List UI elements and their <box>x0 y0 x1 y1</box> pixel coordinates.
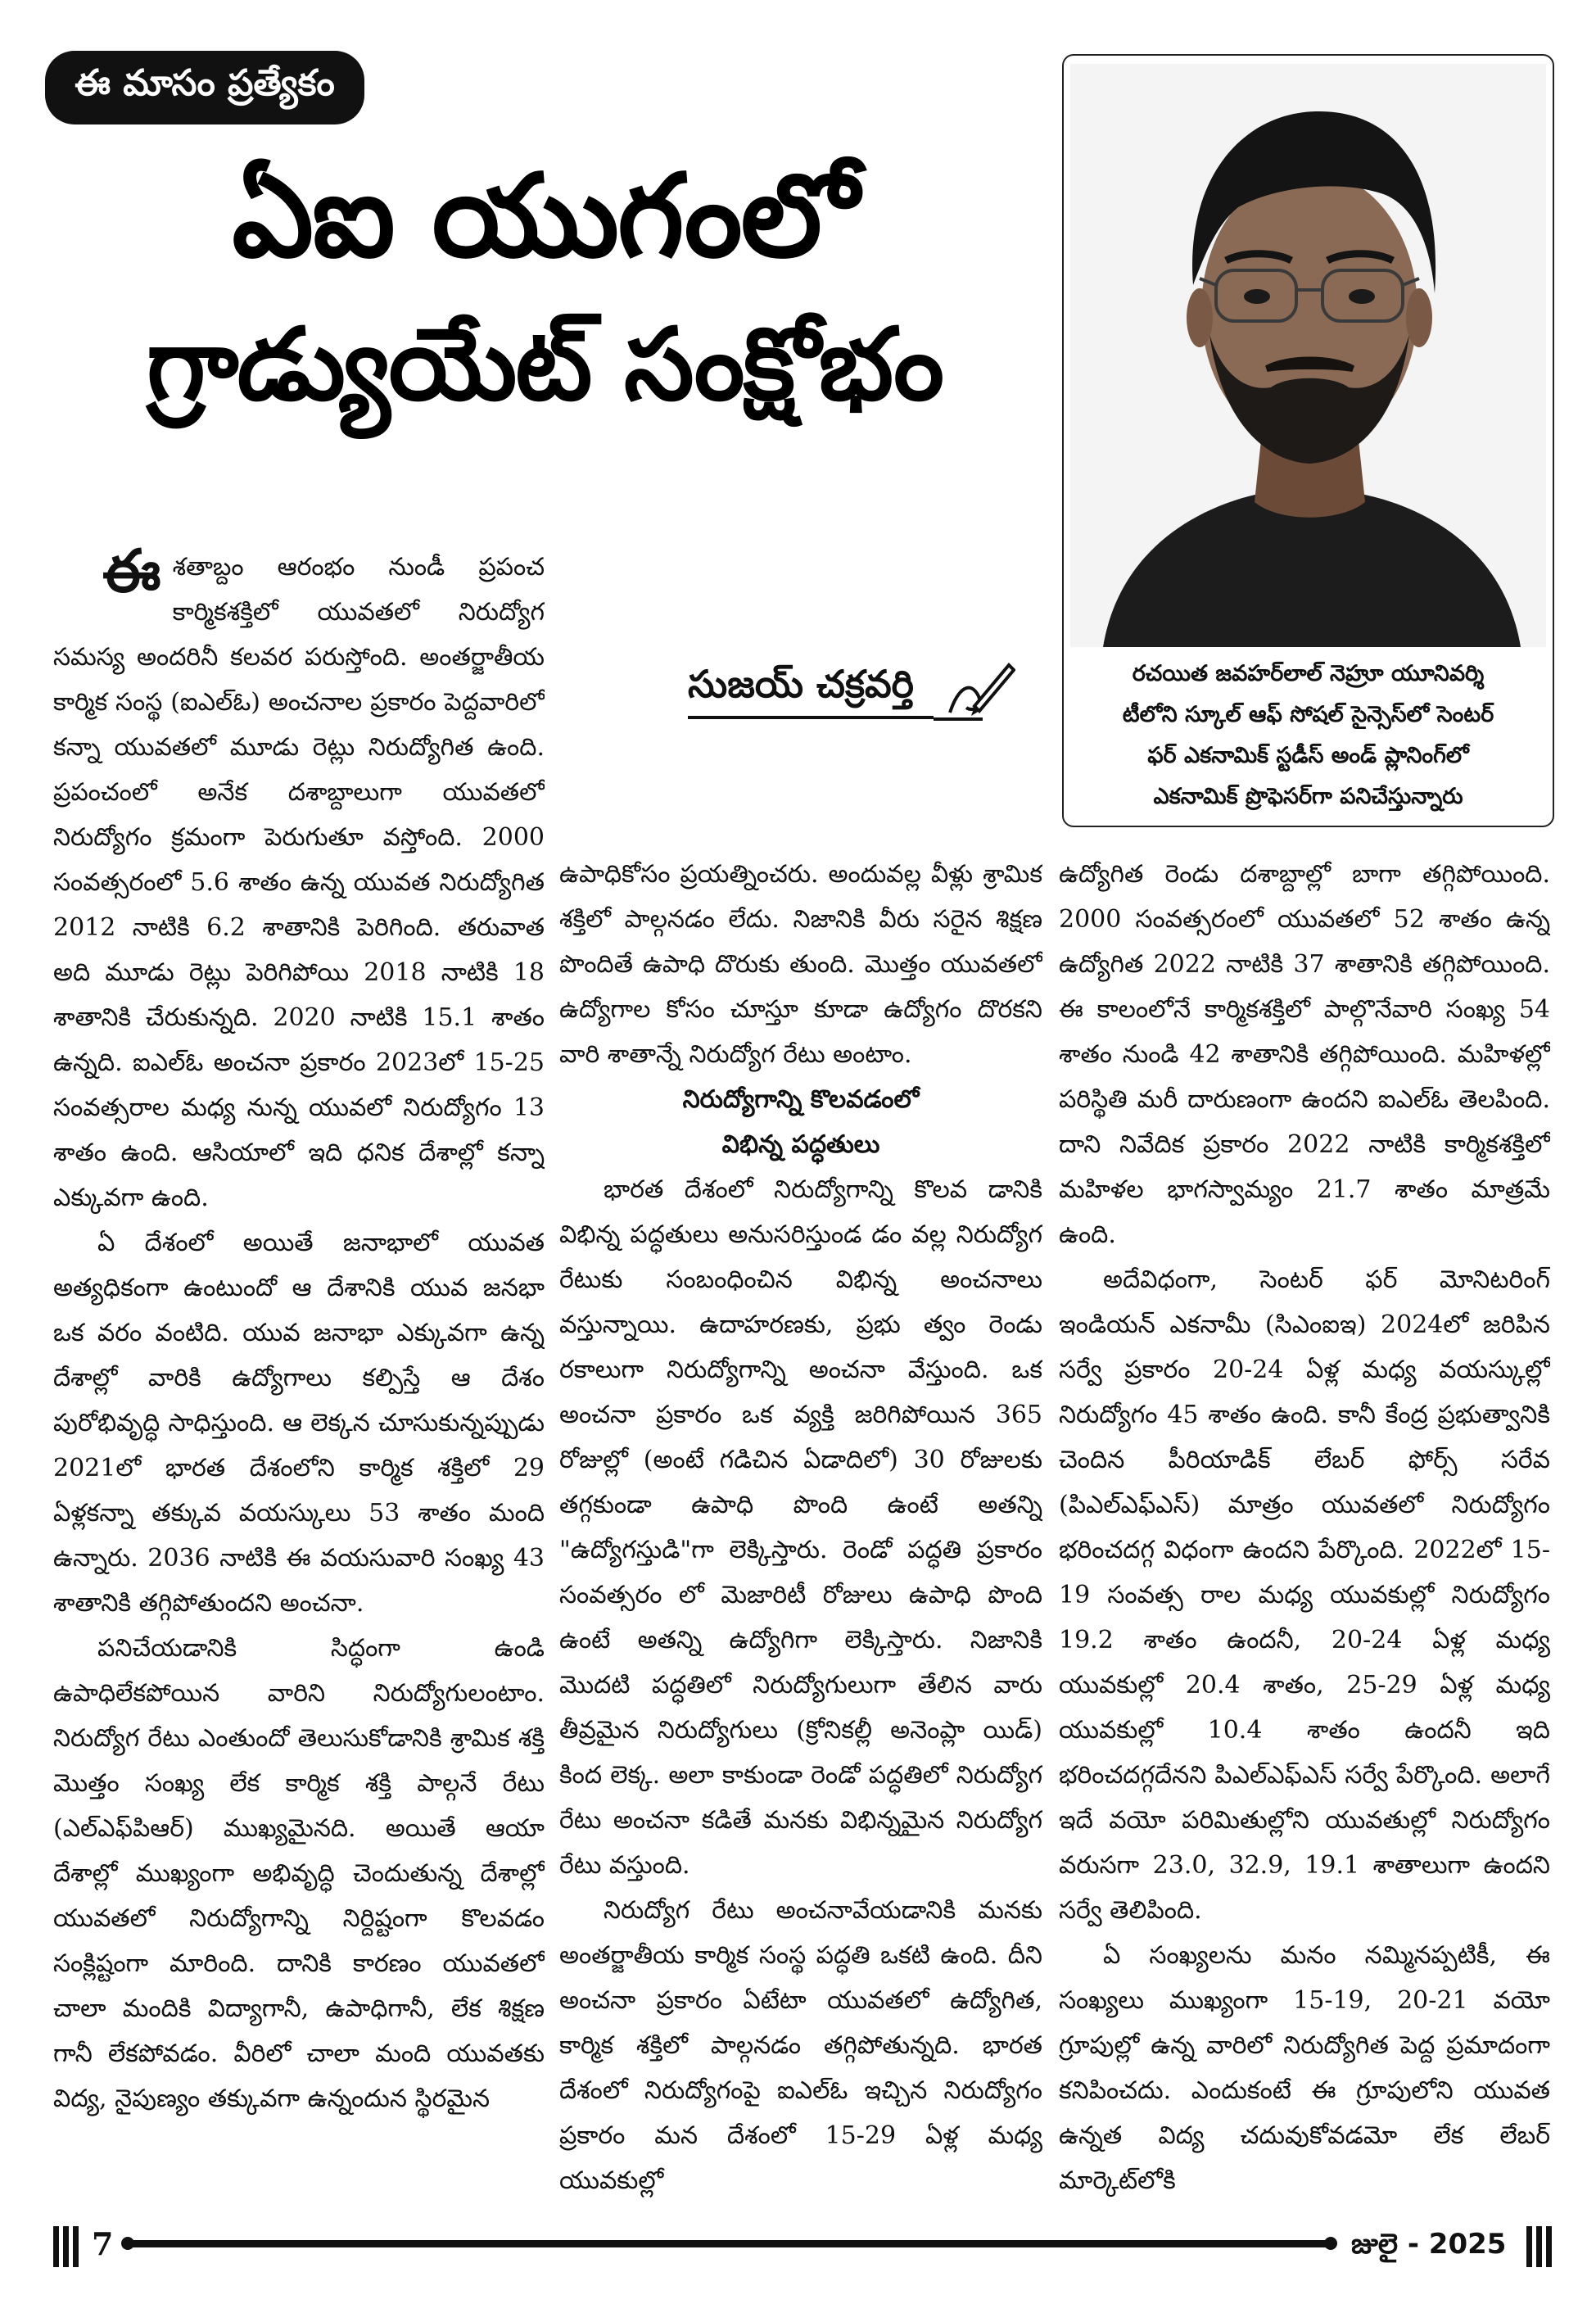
subheading-line-1: నిరుద్యోగాన్ని కొలవడంలో <box>682 1085 920 1114</box>
paragraph: ఏ దేశంలో అయితే జనాభాలో యువత అత్యధికంగా ఉంటుందో ఆ దేశానికి యువ జనభా ఒక వరం వంటిది. యువ జనాభా ఎక్కువగా ఉన్న దేశాల్లో వారికి ఉద్యోగాలు కల్పిస్తే ఆ దేశం పురోభివృద్ధి సాధిస్తుంది. ఆ లెక్కన చూసుకున్నప్పుడు 2021లో భారత దేశంలోని కార్మిక శక్తిలో 29 ఏళ్లకన్నా తక్కువ వయస్కులు 53 శాతం మంది ఉన్నారు. 2036 నాటికి ఈ వయసువారి సంఖ్య 43 శాతానికి తగ్గిపోతుందని అంచనా. <box>53 1229 545 1618</box>
paragraph: ఉపాధికోసం ప్రయత్నించరు. అందువల్ల వీళ్లు శ్రామిక శక్తిలో పాల్గనడం లేదు. నిజానికి వీరు సరైన శిక్షణ పొందితే ఉపాధి దొరుకు తుంది. మొత్తం యువతలో ఉద్యోగాల కోసం చూస్తూ కూడా ఉద్యోగం దొరకని వారి శాతాన్నే నిరుద్యోగ రేటు అంటాం. <box>559 860 1042 1069</box>
author-byline <box>688 655 1015 724</box>
issue-date: జులై - 2025 <box>1351 2228 1507 2261</box>
pen-icon <box>934 655 1015 724</box>
author-photo <box>1070 64 1546 647</box>
article-column-2 <box>559 852 1042 2220</box>
section-badge: ఈ మాసం ప్రత్యేకం <box>45 51 364 124</box>
headline-line-2: గ్రాడ్యుయేట్ సంక్షోభం <box>147 306 943 423</box>
footer-rule-cap <box>1324 2237 1337 2250</box>
caption-line: టీలోని స్కూల్ ఆఫ్ సోషల్ సైన్సెస్‌లో సెంటర్ <box>1122 702 1494 727</box>
caption-line: రచయిత జవహర్‌లాల్ నెహ్రూ యూనివర్శి <box>1132 661 1485 686</box>
paragraph-text: శతాబ్దం ఆరంభం నుండీ ప్రపంచ కార్మికశక్తిలో యువతలో నిరుద్యోగ సమస్య అందరినీ కలవర పరుస్తోంది. అంతర్జాతీయ కార్మిక సంస్థ (ఐఎల్ఓ) అంచనాల ప్రకారం పెద్దవారిలో కన్నా యువతలో మూడు రెట్లు నిరుద్యోగిత ఉంది. ప్రపంచంలో అనేక దశాబ్దాలుగా యువతలో నిరుద్యోగం క్రమంగా పెరుగుతూ వస్తోంది. 2000 సంవత్సరంలో 5.6 శాతం ఉన్న యువత నిరుద్యోగిత 2012 నాటికి 6.2 శాతానికి పెరిగింది. తరువాత అది మూడు రెట్లు పెరిగిపోయి 2018 నాటికి 18 శాతానికి చేరుకున్నది. 2020 నాటికి 15.1 శాతం ఉన్నది. ఐఎల్ఓ అంచనా ప్రకారం 2023లో 15-25 సంవత్సరాల మధ్య నున్న యువలో నిరుద్యోగం 13 శాతం ఉంది. ఆసియాలో ఇది ధనిక దేశాల్లో కన్నా ఎక్కువగా ఉంది. <box>53 553 545 1212</box>
paragraph: భారత దేశంలో నిరుద్యోగాన్ని కొలవ డానికి విభిన్న పద్ధతులు అనుసరిస్తుండ డం వల్ల నిరుద్యోగ రేటుకు సంబంధించిన విభిన్న అంచనాలు వస్తున్నాయి. ఉదాహరణకు, ప్రభు త్వం రెండు రకాలుగా నిరుద్యోగాన్ని అంచనా వేస్తుంది. ఒక అంచనా ప్రకారం ఒక వ్యక్తి జరిగిపోయిన 365 రోజుల్లో (అంటే గడిచిన ఏడాదిలో) 30 రోజులకు తగ్గకుండా ఉపాధి పొంది ఉంటే అతన్ని "ఉద్యోగస్తుడి"గా లెక్కిస్తారు. రెండో పద్ధతి ప్రకారం సంవత్సరం లో మెజారిటీ రోజులు ఉపాధి పొంది ఉంటే అతన్ని ఉద్యోగిగా లెక్కిస్తారు. నిజానికి మొదటి పద్ధతిలో నిరుద్యోగులుగా తేలిన వారు తీవ్రమైన నిరుద్యోగులు (క్రోనికల్లీ అనెంప్లా యిడ్) కింద లెక్క. అలా కాకుండా రెండో పద్ధతిలో నిరుద్యోగ రేటు అంచనా కడితే మనకు విభిన్నమైన నిరుద్యోగ రేటు వస్తుంది. <box>559 1175 1042 1880</box>
paragraph: నిరుద్యోగ రేటు అంచనావేయడానికి మనకు అంతర్జాతీయ కార్మిక సంస్థ పద్ధతి ఒకటి ఉంది. దీని అంచనా ప్రకారం ఏటేటా యువతలో ఉద్యోగిత, కార్మిక శక్తిలో పాల్గనడం తగ్గిపోతున్నది. భారత దేశంలో నిరుద్యోగంపై ఐఎల్ఓ ఇచ్చిన నిరుద్యోగం ప్రకారం మన దేశంలో 15-29 ఏళ్ల మధ్య యువకుల్లో <box>559 1896 1042 2195</box>
paragraph: పనిచేయడానికి సిద్ధంగా ఉండి ఉపాధిలేకపోయిన వారిని నిరుద్యోగులంటాం. నిరుద్యోగ రేటు ఎంతుందో తెలుసుకోడానికి శ్రామిక శక్తి మొత్తం సంఖ్య లేక కార్మిక శక్తి పాల్గనే రేటు (ఎల్ఎఫ్‌పిఆర్) ముఖ్యమైనది. అయితే ఆయా దేశాల్లో ముఖ్యంగా అభివృద్ధి చెందుతున్న దేశాల్లో యువతలో నిరుద్యోగాన్ని నిర్దిష్టంగా కొలవడం సంక్లిష్టంగా మారింది. దానికి కారణం యువతలో చాలా మందికి విద్యాగానీ, ఉపాధిగానీ, లేక శిక్షణ గానీ లేకపోవడం. వీరిలో చాలా మంది యువతకు విద్య, నైపుణ్యం తక్కువగా ఉన్నందున స్థిరమైన <box>53 1634 545 2113</box>
author-caption <box>1072 654 1544 817</box>
page-number: 7 <box>92 2225 114 2262</box>
drop-cap: ఈ <box>102 545 161 605</box>
headline-line-1: ఏఐ యుగంలో <box>232 150 857 283</box>
caption-line: ఎకనామిక్ ప్రొఫెసర్‌గా పనిచేస్తున్నారు <box>1153 784 1463 809</box>
paragraph <box>53 545 545 1220</box>
caption-line: ఫర్ ఎకనామిక్ స్టడీస్ అండ్ ప్లానింగ్‌లో <box>1147 743 1469 768</box>
subheading-line-2: విభిన్న పద్ధతులు <box>721 1130 880 1159</box>
paragraph: అదేవిధంగా, సెంటర్ ఫర్ మోనిటరింగ్ ఇండియన్ ఎకనామీ (సిఎంఐఇ) 2024లో జరిపిన సర్వే ప్రకారం 20-24 ఏళ్ల మధ్య వయస్కుల్లో నిరుద్యోగం 45 శాతం ఉంది. కానీ కేంద్ర ప్రభుత్వానికి చెందిన పీరియాడిక్ లేబర్ ఫోర్స్ సరేవ (పిఎల్ఎఫ్ఎస్) మాత్రం యువతలో నిరుద్యోగం భరించదగ్గ విధంగా ఉందని పేర్కొంది. 2022లో 15-19 సంవత్స రాల మధ్య యువకుల్లో నిరుద్యోగం 19.2 శాతం ఉందనీ, 20-24 ఏళ్ల మధ్య యువకుల్లో 20.4 శాతం, 25-29 ఏళ్ల మధ్య యువకుల్లో 10.4 శాతం ఉందనీ ఇది భరించదగ్గదేనని పిఎల్ఎఫ్ఎస్ సర్వే పేర్కొంది. అలాగే ఇదే వయో పరిమితుల్లోని యువతుల్లో నిరుద్యోగం వరుసగా 23.0, 32.9, 19.1 శాతాలుగా ఉందని సర్వే తెలిపింది. <box>1059 1265 1550 1925</box>
footer-rule <box>127 2240 1331 2247</box>
article-column-1 <box>53 545 545 2220</box>
footer-bars-icon <box>53 2226 86 2267</box>
paragraph: ఏ సంఖ్యలను మనం నమ్మినప్పటికీ, ఈ సంఖ్యలు ముఖ్యంగా 15-19, 20-21 వయో గ్రూపుల్లో ఉన్న వారిలో నిరుద్యోగిత పెద్ద ప్రమాదంగా కనిపించదు. ఎందుకంటే ఈ గ్రూపులోని యువత ఉన్నత విద్య చదువుకోవడమో లేక లేబర్ మార్కెట్‌లోకి <box>1059 1941 1550 2195</box>
author-photo-box <box>1062 54 1554 827</box>
footer-bars-icon <box>1519 2226 1552 2267</box>
paragraph: ఉద్యోగిత రెండు దశాబ్దాల్లో బాగా తగ్గిపోయింది. 2000 సంవత్సరంలో యువతలో 52 శాతం ఉన్న ఉద్యోగిత 2022 నాటికి 37 శాతానికి తగ్గిపోయింది. ఈ కాలంలోనే కార్మికశక్తిలో పాల్గొనేవారి సంఖ్య 54 శాతం నుండి 42 శాతానికి తగ్గిపోయింది. మహిళల్లో పరిస్థితి మరీ దారుణంగా ఉందని ఐఎల్ఓ తెలపింది. దాని నివేదిక ప్రకారం 2022 నాటికి కార్మికశక్తిలో మహిళల భాగస్వామ్యం 21.7 శాతం మాత్రమే ఉంది. <box>1059 860 1550 1249</box>
article-column-3 <box>1059 852 1550 2220</box>
byline-underline <box>688 716 934 719</box>
author-name: సుజయ్ చక్రవర్తి <box>688 662 914 706</box>
